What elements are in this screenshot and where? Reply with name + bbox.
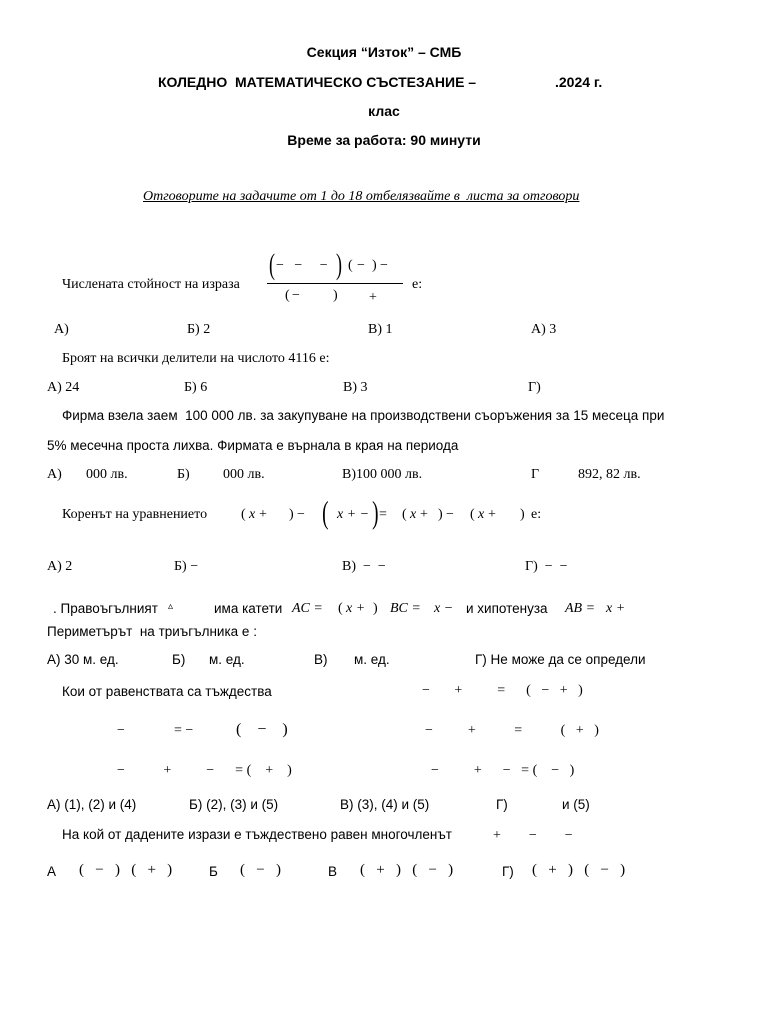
- q2-option-d[interactable]: Г): [528, 380, 541, 395]
- header-year: .2024 г.: [555, 74, 603, 90]
- q3-option-c[interactable]: В)100 000 лв.: [342, 467, 423, 482]
- q6-option-d-value: и (5): [562, 797, 590, 812]
- q1-num2: −: [357, 258, 365, 273]
- q7-option-c[interactable]: В: [328, 864, 338, 879]
- q6-option-a[interactable]: А) (1), (2) и (4): [47, 797, 137, 812]
- q1-option-b[interactable]: Б) 2: [187, 322, 211, 337]
- q5-catheti: има катети: [214, 601, 283, 616]
- q3-option-d[interactable]: Г: [531, 467, 540, 482]
- q6-eq-2b: = −: [174, 723, 194, 738]
- q1-option-c[interactable]: В) 1: [368, 322, 393, 337]
- q5-ac-open: (: [338, 601, 343, 616]
- q6-text: Кои от равенствата са тъждества: [62, 684, 272, 699]
- q3-option-d-value: 892, 82 лв.: [578, 467, 641, 482]
- q1-text: Числената стойност на израза: [62, 277, 240, 292]
- q1-den-close: ): [333, 288, 338, 303]
- q1-num3: −: [380, 258, 388, 273]
- q6-eq-2c: ( − ): [236, 721, 288, 738]
- q4-minus-2: −: [446, 507, 454, 522]
- q1-paren-close: ): [336, 248, 342, 281]
- q4-paren-3-close: ): [520, 507, 525, 522]
- q7-option-d-expr: ( + ) ( − ): [532, 862, 626, 878]
- q2-option-b[interactable]: Б) 6: [184, 380, 208, 395]
- q4-plus-1: +: [259, 507, 267, 522]
- q4-option-a[interactable]: А) 2: [47, 559, 73, 574]
- q4-option-d[interactable]: Г) − −: [525, 559, 568, 574]
- q1-option-d[interactable]: А) 3: [531, 322, 557, 337]
- q5-ac: AC =: [292, 601, 323, 616]
- q6-option-c[interactable]: В) (3), (4) и (5): [340, 797, 430, 812]
- q2-option-c[interactable]: В) 3: [343, 380, 368, 395]
- q5-ab-expr: x +: [606, 601, 626, 616]
- q4-text: Коренът на уравнението: [62, 507, 208, 522]
- q6-option-d[interactable]: Г): [496, 797, 508, 812]
- q4-paren-2-close: ): [438, 507, 443, 522]
- q3-option-b[interactable]: Б): [177, 467, 190, 482]
- q5-line2: Периметърът на триъгълника е :: [47, 624, 257, 639]
- q2-option-a[interactable]: А) 24: [47, 380, 80, 395]
- q4-paren-1-close: ): [289, 507, 294, 522]
- triangle-icon: ▵: [168, 601, 174, 612]
- q2-text: Броят на всички делители на числото 4116 е:: [62, 351, 330, 366]
- q1-den-open: (: [285, 288, 290, 303]
- q4-plus-2: +: [420, 507, 428, 522]
- q1-paren-open: (: [269, 248, 275, 281]
- q7-option-d[interactable]: Г): [502, 864, 514, 879]
- q6-eq-1: − + = ( − + ): [422, 683, 583, 698]
- q6-eq-4: − + − = ( + ): [117, 763, 292, 778]
- q7-option-b[interactable]: Б: [209, 864, 218, 879]
- q3-line2: 5% месечна проста лихва. Фирмата е върнала в края на периода: [47, 438, 459, 453]
- q4-paren-3-open: (: [470, 507, 475, 522]
- q6-eq-3: − + = ( + ): [425, 723, 599, 738]
- q1-den1: −: [292, 288, 300, 303]
- q5-option-a[interactable]: А) 30 м. ед.: [47, 652, 119, 667]
- q5-option-c[interactable]: В): [314, 652, 328, 667]
- q1-num2-close: ): [372, 258, 377, 273]
- q5-option-b[interactable]: Б): [172, 652, 186, 667]
- q4-tail: е:: [531, 507, 542, 522]
- q4-big-paren-open: (: [322, 494, 329, 530]
- q4-big-paren-close: ): [372, 494, 379, 530]
- q5-hypotenuse: и хипотенуза: [466, 601, 548, 616]
- header-grade: клас: [368, 103, 400, 119]
- q4-eq: =: [379, 507, 387, 522]
- q4-option-c[interactable]: В) − −: [342, 559, 386, 574]
- q4-paren-1-open: (: [241, 507, 246, 522]
- instruction: Отговорите на задачите от 1 до 18 отбелязвайте в листа за отговори: [143, 189, 580, 204]
- q5-ac-expr: x +: [346, 601, 366, 616]
- q5-ab: AB =: [565, 601, 596, 616]
- q1-num1: − − −: [276, 258, 328, 273]
- q4-plus-3: +: [488, 507, 496, 522]
- q3-option-a[interactable]: А): [47, 467, 62, 482]
- header-section: Секция “Изток” – СМБ: [306, 44, 462, 60]
- q5-ac-close: ): [373, 601, 378, 616]
- q4-option-b[interactable]: Б) −: [174, 559, 199, 574]
- q5-bc: BC =: [390, 601, 421, 616]
- q6-option-b[interactable]: Б) (2), (3) и (5): [189, 797, 279, 812]
- q3-option-a-value: 000 лв.: [86, 467, 128, 482]
- q5-option-b-value: м. ед.: [209, 652, 245, 667]
- header-time: Време за работа: 90 минути: [287, 132, 481, 148]
- q4-inner: x + −: [337, 507, 370, 522]
- q5-option-c-value: м. ед.: [354, 652, 390, 667]
- q6-eq-5: − + − = ( − ): [431, 763, 575, 778]
- q1-option-a[interactable]: А): [54, 322, 69, 337]
- q4-minus-1: −: [297, 507, 305, 522]
- q7-poly: + − −: [493, 828, 573, 843]
- q4-x-3: x: [478, 507, 485, 522]
- q3-option-b-value: 000 лв.: [223, 467, 265, 482]
- q5-bc-expr: x −: [434, 601, 454, 616]
- header-title: КОЛЕДНО МАТЕМАТИЧЕСКО СЪСТЕЗАНИЕ –: [158, 74, 477, 90]
- q1-tail: е:: [412, 277, 423, 292]
- q4-x-1: x: [249, 507, 256, 522]
- q7-option-c-expr: ( + ) ( − ): [360, 862, 454, 878]
- q7-text: На кой от дадените изрази е тъждествено равен многочленът: [62, 827, 452, 842]
- q4-paren-2-open: (: [402, 507, 407, 522]
- q4-x-2: x: [410, 507, 417, 522]
- q1-fraction-line: [267, 283, 403, 284]
- q7-option-a[interactable]: А: [47, 864, 57, 879]
- q1-num2-open: (: [348, 258, 353, 273]
- q5-option-d[interactable]: Г) Не може да се определи: [475, 652, 646, 667]
- q7-option-b-expr: ( − ): [240, 862, 281, 878]
- q7-option-a-expr: ( − ) ( + ): [79, 862, 173, 878]
- q5-lead: . Правоъгълният: [53, 601, 158, 616]
- q3-line1: Фирма взела заем 100 000 лв. за закупуване на производствени съоръжения за 15 месеца при: [62, 408, 665, 423]
- q6-eq-2a: −: [117, 723, 125, 738]
- q1-den2: +: [369, 290, 377, 305]
